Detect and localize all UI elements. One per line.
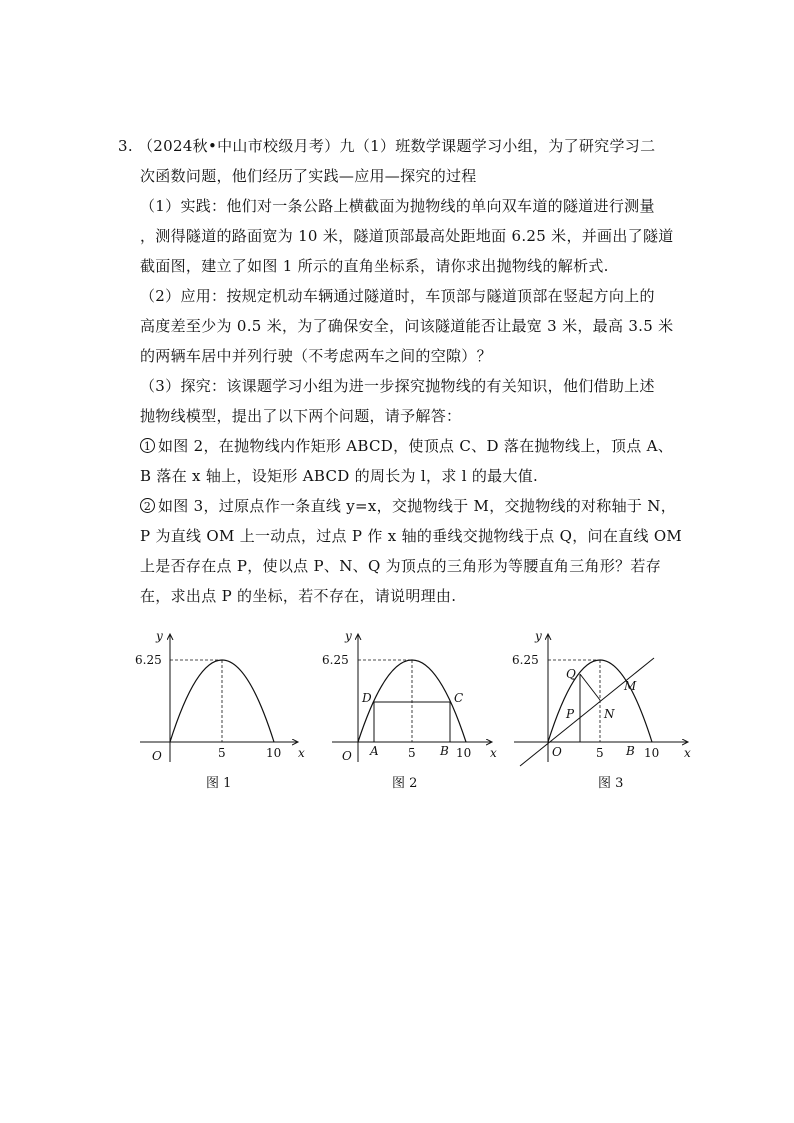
peak-value-label: 6.25 (512, 653, 539, 667)
problem-intro-line-2: 次函数问题，他们经历了实践—应用—探究的过程 (140, 167, 477, 185)
part3-line-2: 抛物线模型，提出了以下两个问题，请予解答： (140, 407, 462, 425)
figure-1-diagram (130, 622, 310, 772)
point-c-label: C (454, 691, 464, 705)
part2-line-1: （2）应用：按规定机动车辆通过隧道时，车顶部与隧道顶部在竖起方向上的 (140, 287, 655, 305)
peak-value-label: 6.25 (322, 653, 349, 667)
point-b-label: B (626, 744, 635, 758)
question2-line-3: 上是否存在点 P，使以点 P、N、Q 为顶点的三角形为等腰直角三角形？若存 (140, 557, 662, 575)
origin-label: O (152, 749, 162, 763)
end-x-label: 10 (456, 746, 472, 760)
point-m-label: M (624, 679, 637, 693)
part1-line-1: （1）实践：他们对一条公路上横截面为抛物线的单向双车道的隧道进行测量 (140, 197, 655, 215)
y-axis-label: y (535, 629, 542, 643)
origin-label: O (552, 745, 562, 759)
figure-2 (320, 622, 500, 791)
circled-number-1: 1 (140, 438, 155, 453)
figure-1 (130, 622, 310, 791)
point-d-label: D (362, 691, 372, 705)
figure-3 (510, 622, 700, 791)
origin-label: O (342, 749, 352, 763)
figure-2-diagram (320, 622, 500, 772)
part1-line-2: ，测得隧道的路面宽为 10 米，隧道顶部最高处距地面 6.25 米，并画出了隧道 (140, 227, 674, 245)
x-axis-label: x (490, 746, 497, 760)
part2-line-2: 高度差至少为 0.5 米，为了确保安全，问该隧道能否让最宽 3 米，最高 3.5 米 (140, 317, 674, 335)
problem-number: 3. (118, 137, 133, 155)
problem-intro-line-1: 3. （2024秋•中山市校级月考）九（1）班数学课题学习小组，为了研究学习二 (118, 131, 678, 161)
point-n-label: N (604, 707, 615, 721)
end-x-label: 10 (266, 746, 282, 760)
question2-line-1: 2 如图 3，过原点作一条直线 y=x，交抛物线于 M，交抛物线的对称轴于 N， (118, 491, 678, 521)
x-axis-label: x (684, 746, 691, 760)
figure-3-caption: 图 3 (598, 776, 624, 791)
question2-line-2: P 为直线 OM 上一动点，过点 P 作 x 轴的垂线交抛物线于点 Q，问在直线 OM (140, 527, 683, 545)
figure-2-caption: 图 2 (392, 776, 418, 791)
figures-row (130, 622, 700, 797)
question1-line-2: B 落在 x 轴上，设矩形 ABCD 的周长为 l，求 l 的最大值. (140, 467, 539, 485)
y-axis-label: y (156, 629, 163, 643)
point-p-label: P (566, 707, 575, 721)
segment-qn (580, 674, 600, 700)
point-a-label: A (370, 744, 379, 758)
vertex-x-label: 5 (596, 746, 604, 760)
part2-line-3: 的两辆车居中并列行驶（不考虑两车之间的空隙）？ (140, 347, 492, 365)
circled-number-2: 2 (140, 498, 155, 513)
end-x-label: 10 (644, 746, 660, 760)
vertex-x-label: 5 (218, 746, 226, 760)
vertex-x-label: 5 (408, 746, 416, 760)
y-axis-label: y (345, 629, 352, 643)
part3-line-1: （3）探究：该课题学习小组为进一步探究抛物线的有关知识，他们借助上述 (140, 377, 655, 395)
peak-value-label: 6.25 (135, 653, 162, 667)
point-b-label: B (440, 744, 449, 758)
question1-line-1: 1 如图 2，在抛物线内作矩形 ABCD，使顶点 C、D 落在抛物线上，顶点 A、 (118, 431, 678, 461)
figure-3-diagram (510, 622, 700, 772)
x-axis-label: x (298, 746, 305, 760)
figure-1-caption: 图 1 (206, 776, 232, 791)
point-q-label: Q (566, 667, 576, 681)
question2-line-4: 在，求出点 P 的坐标，若不存在，请说明理由. (140, 587, 457, 605)
part1-line-3: 截面图，建立了如图 1 所示的直角坐标系，请你求出抛物线的解析式. (140, 257, 609, 275)
problem-3 (118, 131, 683, 611)
